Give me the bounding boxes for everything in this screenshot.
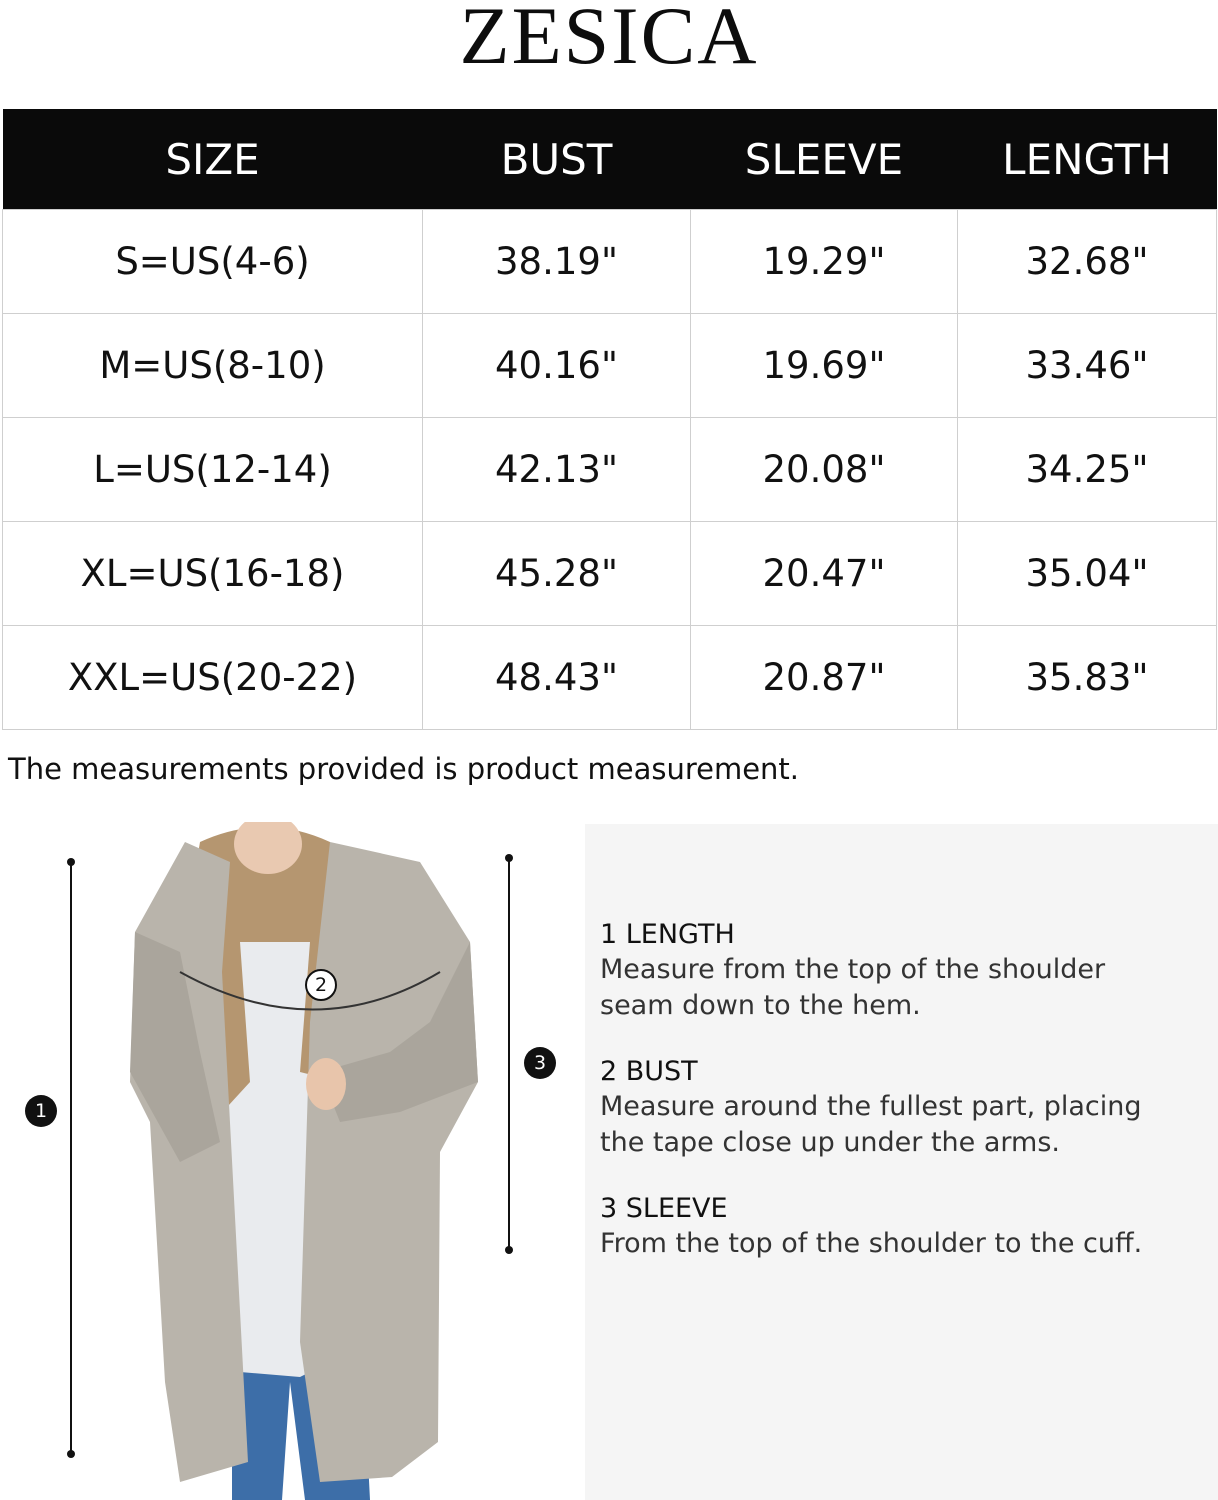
table-row [3,314,1217,418]
header-length: LENGTH [958,109,1217,210]
cell-sleeve: 20.47" [691,522,958,626]
guide-bust-desc-line2: the tape close up under the arms. [600,1127,1060,1158]
cell-sleeve: 19.29" [691,210,958,314]
table-row [3,522,1217,626]
table-row [3,210,1217,314]
cell-length: 33.46" [958,314,1217,418]
cardigan-right [300,842,478,1482]
cell-bust: 48.43" [423,626,691,730]
cell-bust: 40.16" [423,314,691,418]
cell-size: XL=US(16-18) [3,522,423,626]
cell-sleeve: 19.69" [691,314,958,418]
cell-bust: 38.19" [423,210,691,314]
header-size: SIZE [3,109,423,210]
marker-2-badge: 2 [305,969,337,1001]
hand [306,1058,346,1110]
header-bust: BUST [423,109,691,210]
cell-bust: 45.28" [423,522,691,626]
brand-logo: ZESICA [459,0,759,81]
cell-bust: 42.13" [423,418,691,522]
cell-length: 35.83" [958,626,1217,730]
guide-bust-title: 2 BUST [600,1056,698,1087]
cell-length: 34.25" [958,418,1217,522]
cell-size: S=US(4-6) [3,210,423,314]
size-chart-table [2,109,1217,730]
cell-size: XXL=US(20-22) [3,626,423,730]
cell-size: M=US(8-10) [3,314,423,418]
guide-sleeve-desc-line1: From the top of the shoulder to the cuff. [600,1228,1143,1259]
guide-length [600,918,1105,1024]
table-row [3,626,1217,730]
guide-sleeve-title: 3 SLEEVE [600,1193,728,1224]
header-sleeve: SLEEVE [691,109,958,210]
cell-sleeve: 20.08" [691,418,958,522]
guide-sleeve [600,1192,1142,1262]
guide-length-desc-line1: Measure from the top of the shoulder [600,954,1106,985]
cell-length: 35.04" [958,522,1217,626]
cell-sleeve: 20.87" [691,626,958,730]
guide-length-desc-line2: seam down to the hem. [600,990,921,1021]
guide-bust-desc-line1: Measure around the fullest part, placing [600,1091,1142,1122]
cell-size: L=US(12-14) [3,418,423,522]
model-photo [0,822,585,1500]
table-row [3,418,1217,522]
guide-length-title: 1 LENGTH [600,919,735,950]
guide-bust [600,1055,1142,1161]
cell-length: 32.68" [958,210,1217,314]
table-header-row [3,109,1217,210]
marker-3-badge: 3 [524,1047,556,1079]
measurement-note: The measurements provided is product measurement. [8,752,800,786]
marker-1-badge: 1 [25,1095,57,1127]
